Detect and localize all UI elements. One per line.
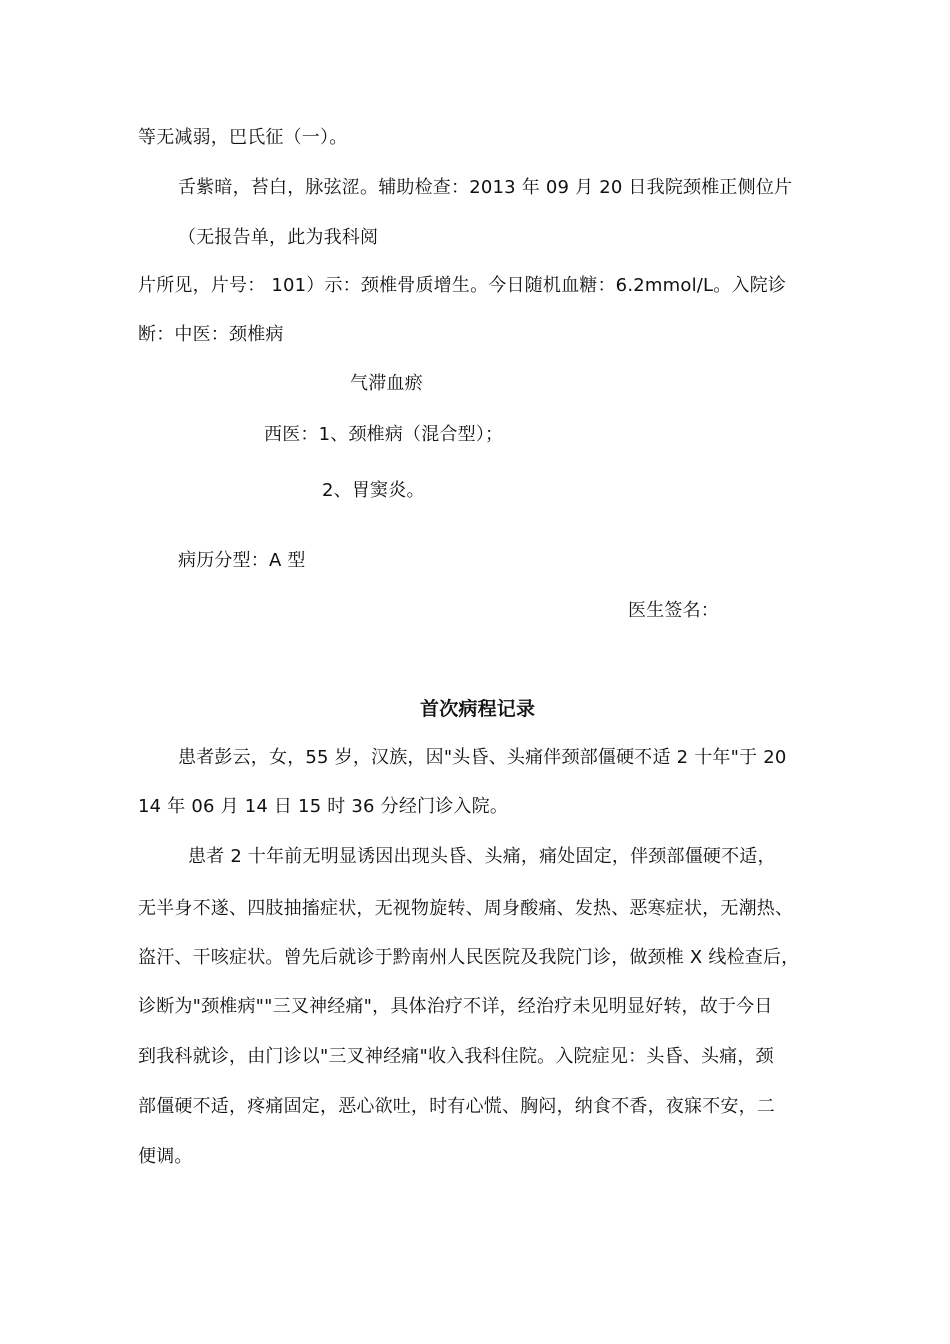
record-type-line: 病历分型：A 型 (178, 550, 306, 571)
patient-info-line-2: 14 年 06 月 14 日 15 时 36 分经门诊入院。 (138, 796, 509, 817)
history-line-2: 无半身不遂、四肢抽搐症状，无视物旋转、周身酸痛、发热、恶寒症状，无潮热、 (138, 898, 794, 919)
history-line-7: 便调。 (138, 1146, 193, 1167)
western-diagnosis-2: 2、胃窦炎。 (322, 480, 425, 501)
western-diagnosis-1: 西医：1、颈椎病（混合型）； (264, 424, 504, 445)
tcm-diagnosis-line: 断：中医：颈椎病 (138, 324, 284, 345)
history-line-6: 部僵硬不适，疼痛固定，恶心欲吐，时有心慌、胸闷，纳食不香，夜寐不安，二 (138, 1096, 775, 1117)
history-line-3: 盗汗、干咳症状。曾先后就诊于黔南州人民医院及我院门诊，做颈椎 X 线检查后， (138, 947, 800, 968)
history-line-4: 诊断为"颈椎病""三叉神经痛"，具体治疗不详，经治疗未见明显好转，故于今日 (138, 996, 773, 1017)
history-line-5: 到我科就诊，由门诊以"三叉神经痛"收入我科住院。入院症见：头昏、头痛，颈 (138, 1046, 774, 1067)
doctor-signature-label: 医生签名： (628, 600, 719, 621)
patient-info-line-1: 患者彭云，女，55 岁，汉族，因"头昏、头痛伴颈部僵硬不适 2 十年"于 20 (178, 747, 787, 768)
xray-finding-line: 片所见，片号： 101）示：颈椎骨质增生。今日随机血糖：6.2mmol/L。入院诊 (138, 275, 787, 296)
history-line-1: 患者 2 十年前无明显诱因出现头昏、头痛，痛处固定，伴颈部僵硬不适， (188, 846, 776, 867)
exam-text-line: 等无减弱，巴氏征（一）。 (138, 127, 348, 148)
section-title: 首次病程记录 (420, 698, 536, 720)
no-report-line: （无报告单，此为我科阅 (178, 227, 379, 248)
tongue-pulse-exam-line: 舌紫暗，苔白，脉弦涩。辅助检查：2013 年 09 月 20 日我院颈椎正侧位片 (178, 177, 793, 198)
tcm-syndrome-line: 气滞血瘀 (350, 373, 423, 394)
